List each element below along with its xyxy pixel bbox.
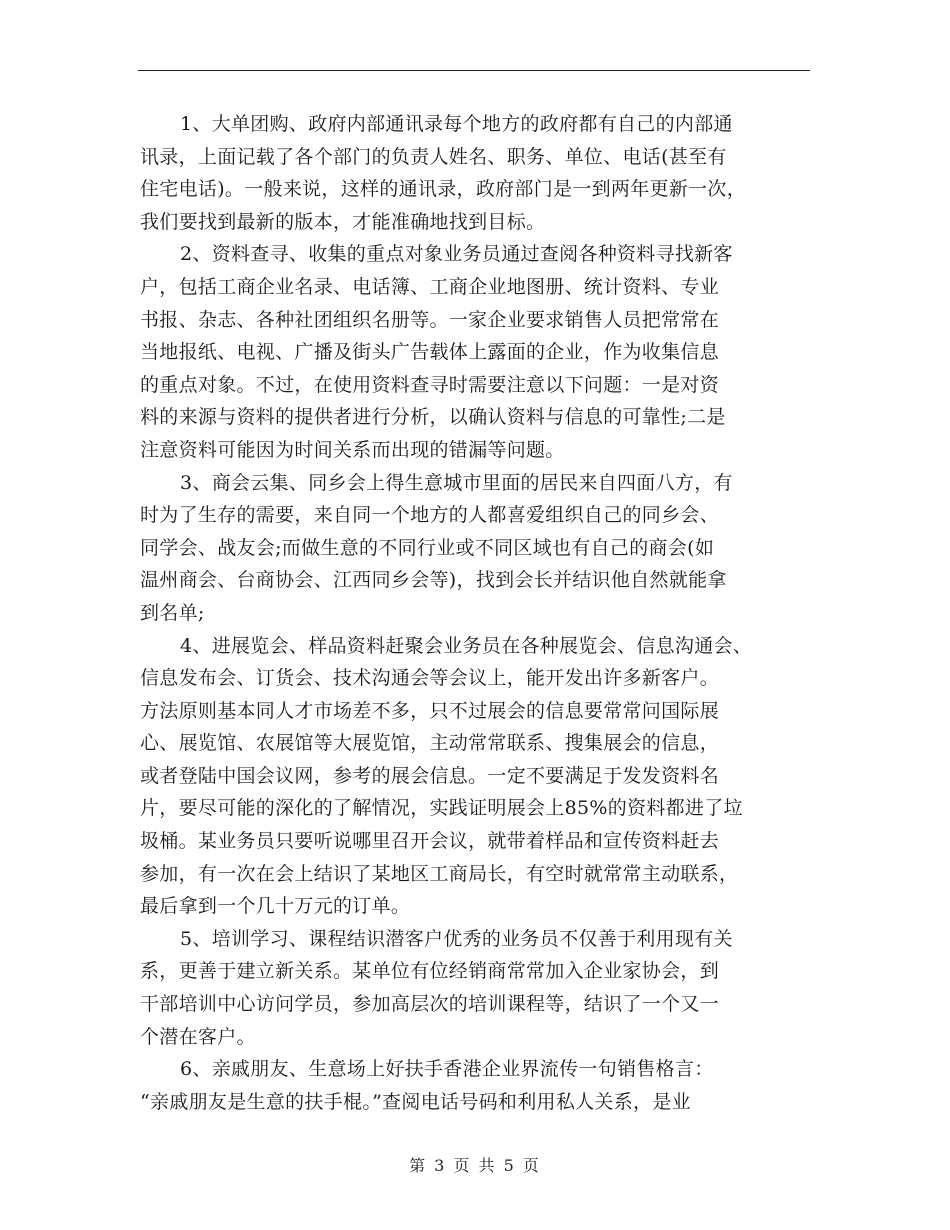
paragraph-line: 最后拿到一个几十万元的订单。 (140, 895, 411, 918)
paragraph-line: 圾桶。某业务员只要听说哪里召开会议，就带着样品和宣传资料赶去 (140, 830, 720, 853)
paragraph-line: “亲戚朋友是生意的扶手棍。”查阅电话号码和利用私人关系，是业 (140, 1090, 691, 1113)
paragraph-4 (140, 630, 810, 923)
paragraph-line: 6、亲戚朋友、生意场上好扶手香港企业界流传一句销售格言： (180, 1058, 714, 1081)
paragraph-line: 时为了生存的需要，来自同一个地方的人都喜爱组织自己的同乡会、 (140, 504, 720, 527)
paragraph-line: 方法原则基本同人才市场差不多，只不过展会的信息要常常问国际展 (140, 699, 720, 722)
paragraph-line: 讯录，上面记载了各个部门的负责人姓名、职务、单位、电话(甚至有 (140, 145, 727, 168)
page-number-footer: 第 3 页 共 5 页 (409, 1156, 541, 1175)
paragraph-line: 同学会、战友会;而做生意的不同行业或不同区域也有自己的商会(如 (140, 536, 715, 559)
paragraph-line: 片，要尽可能的深化的了解情况，实践证明展会上85%的资料都进了垃 (140, 797, 743, 820)
paragraph-line: 2、资料查寻、收集的重点对象业务员通过查阅各种资料寻找新客 (180, 243, 733, 266)
paragraph-6 (140, 1053, 810, 1118)
document-body (140, 108, 810, 1118)
paragraph-line: 3、商会云集、同乡会上得生意城市里面的居民来自四面八方，有 (180, 471, 733, 494)
header-rule (138, 70, 810, 71)
paragraph-line: 5、培训学习、课程结识潜客户优秀的业务员不仅善于利用现有关 (180, 927, 733, 950)
paragraph-line: 或者登陆中国会议网，参考的展会信息。一定不要满足于发发资料名 (140, 764, 720, 787)
paragraph-line: 的重点对象。不过，在使用资料查寻时需要注意以下问题：一是对资 (140, 373, 720, 396)
paragraph-line: 到名单; (140, 601, 205, 624)
paragraph-line: 注意资料可能因为时间关系而出现的错漏等问题。 (140, 438, 565, 461)
paragraph-3 (140, 467, 810, 630)
paragraph-line: 书报、杂志、各种社团组织名册等。一家企业要求销售人员把常常在 (140, 308, 720, 331)
paragraph-1 (140, 108, 810, 238)
paragraph-line: 户，包括工商企业名录、电话簿、工商企业地图册、统计资料、专业 (140, 275, 720, 298)
paragraph-line: 4、进展览会、样品资料赶聚会业务员在各种展览会、信息沟通会、 (180, 634, 753, 657)
paragraph-line: 参加，有一次在会上结识了某地区工商局长，有空时就常常主动联系， (140, 862, 739, 885)
paragraph-line: 心、展览馆、农展馆等大展览馆，主动常常联系、搜集展会的信息， (140, 732, 720, 755)
paragraph-2 (140, 238, 810, 466)
paragraph-line: 料的来源与资料的提供者进行分析，以确认资料与信息的可靠性;二是 (140, 406, 726, 429)
paragraph-line: 1、大单团购、政府内部通讯录每个地方的政府都有自己的内部通 (180, 113, 733, 135)
paragraph-line: 当地报纸、电视、广播及街头广告载体上露面的企业，作为收集信息 (140, 341, 720, 364)
paragraph-5 (140, 923, 810, 1053)
paragraph-line: 系，更善于建立新关系。某单位有位经销商常常加入企业家协会，到 (140, 960, 720, 983)
paragraph-line: 温州商会、台商协会、江西同乡会等)，找到会长并结识他自然就能拿 (140, 569, 727, 592)
paragraph-line: 干部培训中心访问学员，参加高层次的培训课程等，结识了一个又一 (140, 993, 720, 1016)
paragraph-line: 个潜在客户。 (140, 1025, 256, 1048)
paragraph-line: 我们要找到最新的版本，才能准确地找到目标。 (140, 210, 546, 233)
paragraph-line: 住宅电话)。一般来说，这样的通讯录，政府部门是一到两年更新一次， (140, 178, 747, 201)
paragraph-line: 信息发布会、订货会、技术沟通会等会议上，能开发出许多新客户。 (140, 667, 720, 690)
